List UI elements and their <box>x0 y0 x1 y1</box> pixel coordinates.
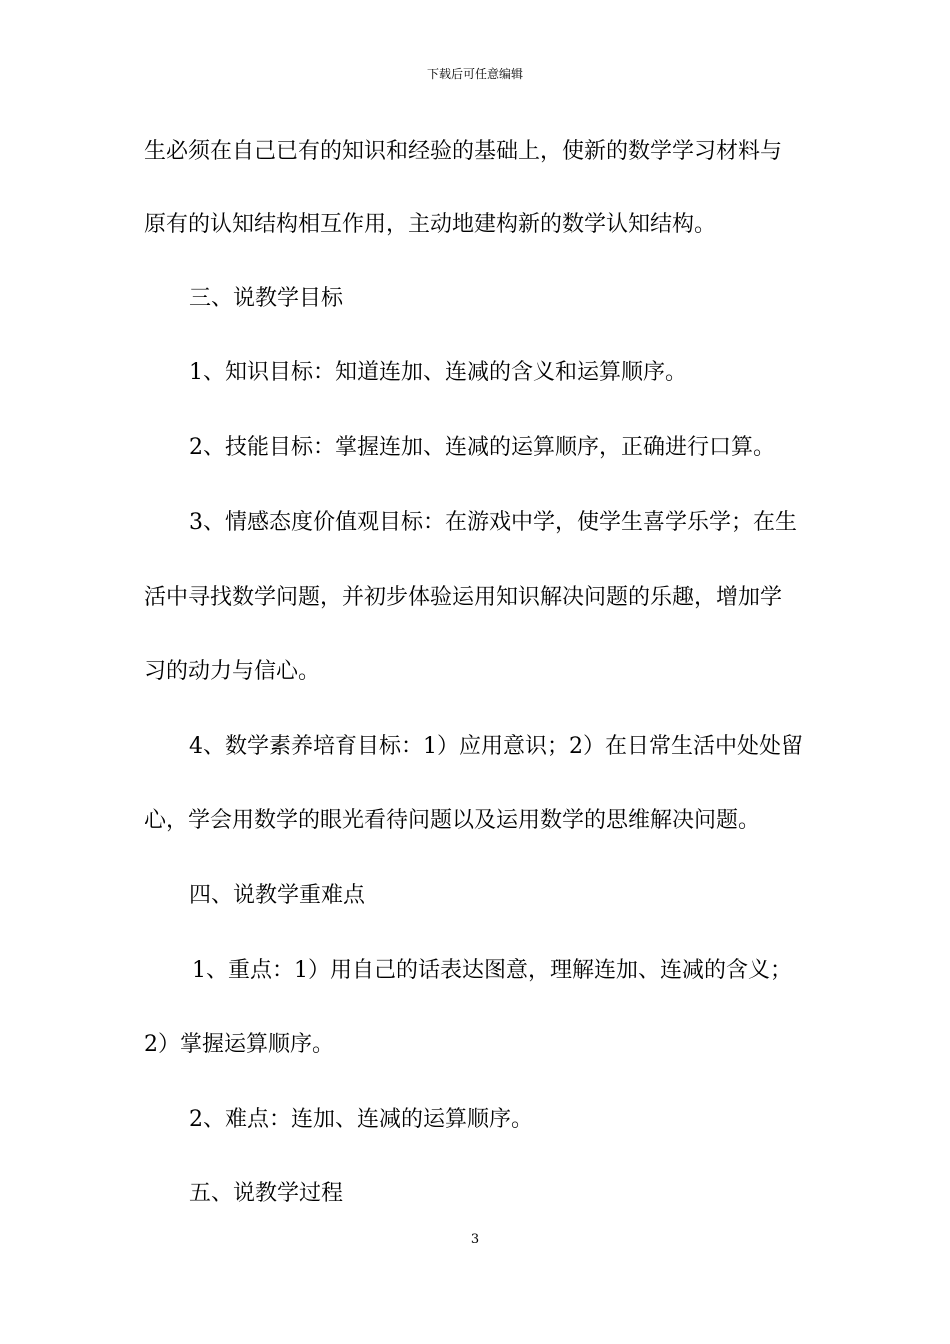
body-line: 2）掌握运算顺序。 <box>144 1032 334 1057</box>
section-heading: 三、说教学目标 <box>189 286 344 311</box>
body-line: 2、技能目标：掌握连加、连减的运算顺序，正确进行口算。 <box>189 435 775 460</box>
page-header: 下载后可任意编辑 <box>426 67 523 81</box>
body-line: 2、难点：连加、连减的运算顺序。 <box>189 1107 533 1132</box>
section-heading: 四、说教学重难点 <box>189 883 366 908</box>
body-line: 3、情感态度价值观目标：在游戏中学，使学生喜学乐学；在生 <box>189 510 797 535</box>
body-line: 活中寻找数学问题，并初步体验运用知识解决问题的乐趣，增加学 <box>144 585 783 610</box>
section-heading: 五、说教学过程 <box>189 1181 344 1206</box>
body-line: 1、重点：1）用自己的话表达图意，理解连加、连减的含义； <box>192 958 792 983</box>
body-line: 习的动力与信心。 <box>144 659 321 684</box>
body-line: 生必须在自己已有的知识和经验的基础上，使新的数学学习材料与 <box>144 139 783 164</box>
body-line: 1、知识目标：知道连加、连减的含义和运算顺序。 <box>189 360 687 385</box>
body-line: 4、数学素养培育目标：1）应用意识；2）在日常生活中处处留 <box>189 734 803 759</box>
body-line: 心，学会用数学的眼光看待问题以及运用数学的思维解决问题。 <box>144 808 761 833</box>
body-line: 原有的认知结构相互作用，主动地建构新的数学认知结构。 <box>144 212 717 237</box>
page-number: 3 <box>470 1232 480 1247</box>
